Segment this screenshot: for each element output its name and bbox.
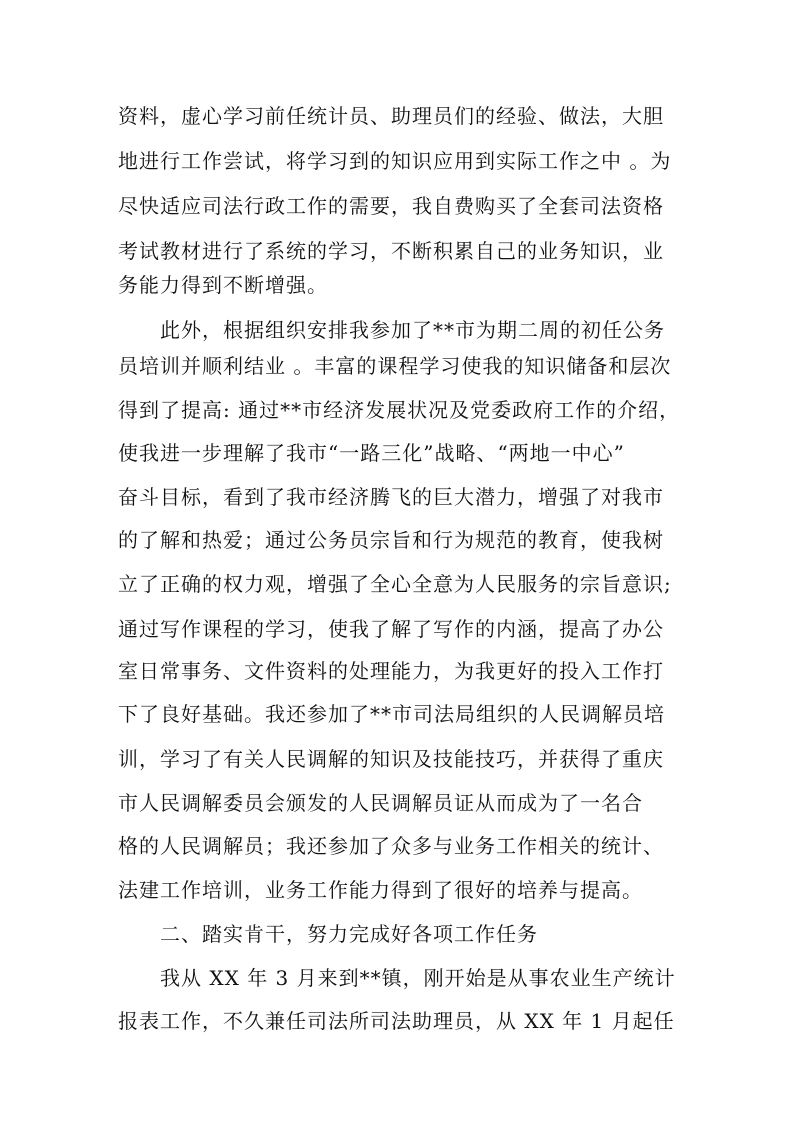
paragraph-line: 奋斗目标，看到了我市经济腾飞的巨大潜力，增强了对我市 (118, 485, 664, 509)
paragraph-line: 得到了提高: 通过**市经济发展状况及党委政府工作的介绍， (118, 398, 681, 422)
paragraph-line: 地进行工作尝试，将学习到的知识应用到实际工作之中 。为 (118, 149, 672, 173)
paragraph-line: 市人民调解委员会颁发的人民调解员证从而成为了一名合 (118, 791, 643, 815)
paragraph-line: 格的人民调解员；我还参加了众多与业务工作相关的统计、 (118, 834, 664, 858)
paragraph-line: 室日常事务、文件资料的处理能力，为我更好的投入工作打 (118, 659, 664, 683)
paragraph-line: 报表工作，不久兼任司法所司法助理员，从 XX 年 1 月起任 (118, 1009, 675, 1033)
paragraph-line: 通过写作课程的学习，使我了解了写作的内涵，提高了办公 (118, 617, 664, 641)
paragraph-line: 考试教材进行了系统的学习，不断积累自己的业务知识，业 (118, 239, 664, 263)
paragraph-line: 立了正确的权力观，增强了全心全意为人民服务的宗旨意识; (118, 572, 672, 596)
section-heading: 二、踏实肯干，努力完成好各项工作任务 (160, 922, 538, 946)
paragraph-line: 下了良好基础。我还参加了**市司法局组织的人民调解员培 (118, 702, 665, 726)
paragraph-line: 的了解和热爱；通过公务员宗旨和行为规范的教育，使我树 (118, 528, 664, 552)
paragraph-line: 尽快适应司法行政工作的需要，我自费购买了全套司法资格 (118, 194, 664, 218)
paragraph-line: 训，学习了有关人民调解的知识及技能技巧，并获得了重庆 (118, 747, 664, 771)
paragraph-line: 资料，虚心学习前任统计员、助理员们的经验、做法，大胆 (118, 104, 664, 128)
paragraph-line: 使我进一步理解了我市“一路三化”战略、“两地一中心” (118, 441, 625, 465)
paragraph-line: 员培训并顺利结业 。丰富的课程学习使我的知识储备和层次 (118, 354, 672, 378)
paragraph-first-line: 我从 XX 年 3 月来到**镇，刚开始是从事农业生产统计 (160, 966, 676, 990)
paragraph-line: 务能力得到不断增强。 (118, 273, 328, 297)
paragraph-line: 法建工作培训，业务工作能力得到了很好的培养与提高。 (118, 878, 643, 902)
paragraph-first-line: 此外，根据组织安排我参加了**市为期二周的初任公务 (160, 318, 665, 342)
